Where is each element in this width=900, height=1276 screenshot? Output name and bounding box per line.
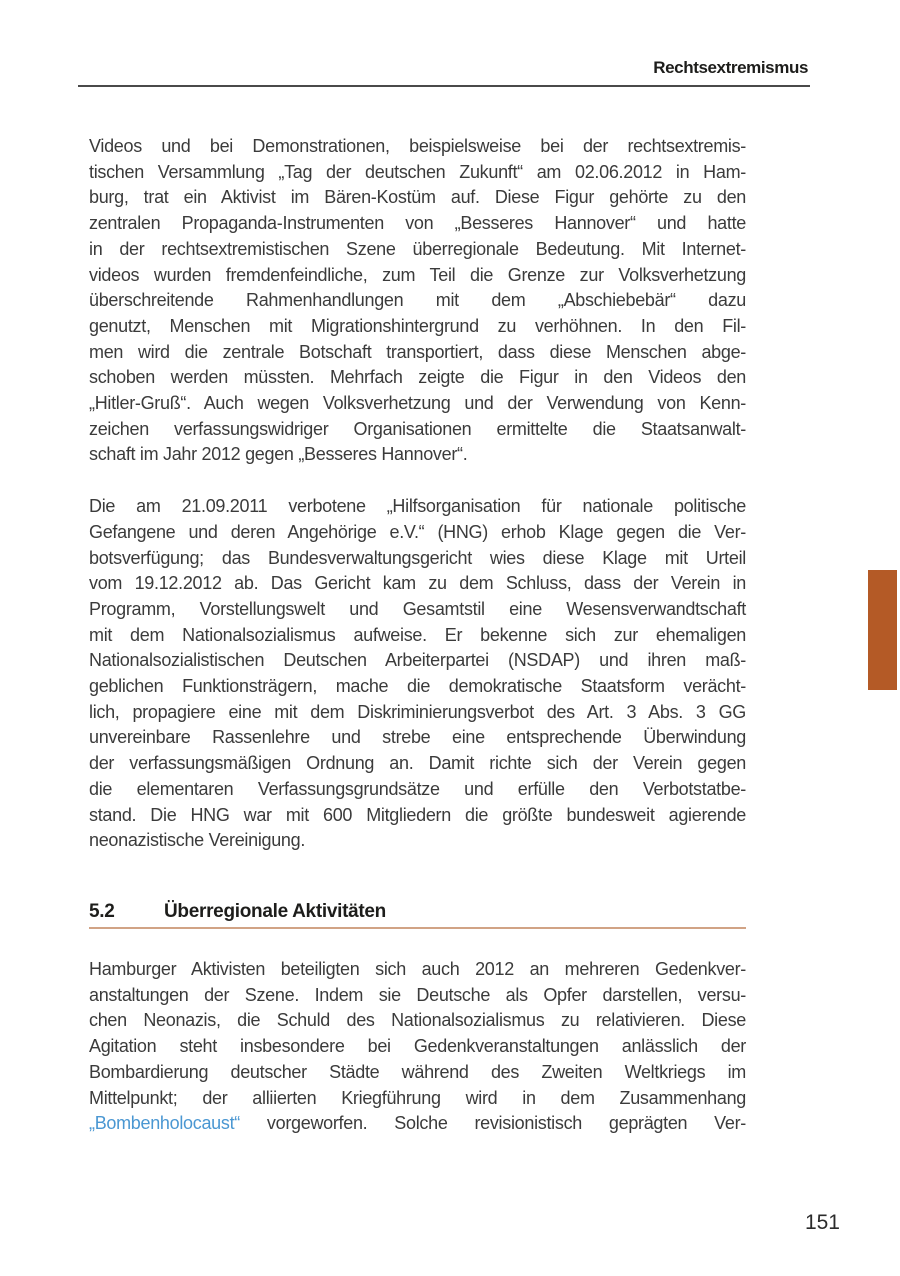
text-line: schaft im Jahr 2012 gegen „Besseres Hannover“. xyxy=(89,444,468,465)
text-column xyxy=(89,134,746,1137)
text-line: die elementaren Verfassungsgrundsätze und erfülle den Verbotstatbe- xyxy=(89,778,746,799)
text-line: zeichen verfassungswidriger Organisationen ermittelte die Staatsanwalt- xyxy=(89,418,746,439)
text-line: videos wurden fremdenfeindliche, zum Teil die Grenze zur Volksverhetzung xyxy=(89,264,746,285)
text-line: chen Neonazis, die Schuld des Nationalsozialismus zu relativieren. Diese xyxy=(89,1010,746,1031)
text-line: in der rechtsextremistischen Szene überregionale Bedeutung. Mit Internet- xyxy=(89,238,746,259)
text-line: der verfassungsmäßigen Ordnung an. Damit richte sich der Verein gegen xyxy=(89,753,746,774)
section-heading xyxy=(89,899,746,925)
paragraph-lines xyxy=(89,957,746,1111)
text-line: überschreitende Rahmenhandlungen mit dem „Abschiebebär“ dazu xyxy=(89,290,746,311)
text-line: mit dem Nationalsozialismus aufweise. Er bekenne sich zur ehemaligen xyxy=(89,624,746,645)
text-line: stand. Die HNG war mit 600 Mitgliedern die größte bundesweit agierende xyxy=(89,804,746,825)
bombenholocaust-link[interactable]: „Bombenholocaust“ xyxy=(89,1113,240,1134)
running-header-title: Rechtsextremismus xyxy=(653,58,808,77)
text-line: lich, propagiere eine mit dem Diskriminierungsverbot des Art. 3 Abs. 3 GG xyxy=(89,701,746,722)
text-line: Gefangene und deren Angehörige e.V.“ (HNG) erhob Klage gegen die Ver- xyxy=(89,521,746,542)
text-line: genutzt, Menschen mit Migrationshintergrund zu verhöhnen. In den Fil- xyxy=(89,315,746,336)
text-line-rest: vorgeworfen. Solche revisionistisch geprägten Ver- xyxy=(240,1113,746,1134)
text-line: Videos und bei Demonstrationen, beispielsweise bei der rechtsextremis- xyxy=(89,136,746,156)
section-title: Überregionale Aktivitäten xyxy=(164,900,386,922)
text-line: neonazistische Vereinigung. xyxy=(89,830,306,851)
section-number: 5.2 xyxy=(89,900,115,922)
text-line: zentralen Propaganda-Instrumenten von „Besseres Hannover“ und hatte xyxy=(89,213,746,234)
page-number: 151 xyxy=(804,1211,840,1234)
paragraph-besseres-hannover xyxy=(89,134,746,468)
text-line: Programm, Vorstellungswelt und Gesamtstil eine Wesensverwandtschaft xyxy=(89,598,746,619)
header-rule xyxy=(78,85,810,87)
text-line: Mittelpunkt; der alliierten Kriegführung wird in dem Zusammenhang xyxy=(89,1087,746,1108)
text-line: burg, trat ein Aktivist im Bären-Kostüm auf. Diese Figur gehörte zu den xyxy=(89,187,746,208)
section-heading-rule xyxy=(89,927,746,929)
text-line: Hamburger Aktivisten beteiligten sich auch 2012 an mehreren Gedenkver- xyxy=(89,958,746,979)
chapter-thumb-tab xyxy=(868,570,897,690)
text-line xyxy=(89,1111,746,1137)
text-line: „Hitler-Gruß“. Auch wegen Volksverhetzung und der Verwendung von Kenn- xyxy=(89,393,746,414)
text-line: Die am 21.09.2011 verbotene „Hilfsorganisation für nationale politische xyxy=(89,496,746,517)
text-line: geblichen Funktionsträgern, mache die demokratische Staatsform verächt- xyxy=(89,676,746,697)
text-line: Agitation steht insbesondere bei Gedenkveranstaltungen anlässlich der xyxy=(89,1036,746,1057)
paragraph-hng-verbot xyxy=(89,494,746,854)
text-line: anstaltungen der Szene. Indem sie Deutsche als Opfer darstellen, versu- xyxy=(89,984,746,1005)
text-line: vom 19.12.2012 ab. Das Gericht kam zu dem Schluss, dass der Verein in xyxy=(89,573,746,594)
text-line: Bombardierung deutscher Städte während des Zweiten Weltkriegs im xyxy=(89,1061,746,1082)
text-line: schoben werden müssten. Mehrfach zeigte die Figur in den Videos den xyxy=(89,367,746,388)
text-line: Nationalsozialistischen Deutschen Arbeiterpartei (NSDAP) und ihren maß- xyxy=(89,650,746,671)
text-line: unvereinbare Rassenlehre und strebe eine entsprechende Überwindung xyxy=(89,727,746,748)
text-line: men wird die zentrale Botschaft transportiert, dass diese Menschen abge- xyxy=(89,341,746,362)
paragraph-gedenkveranstaltungen xyxy=(89,957,746,1137)
text-line: botsverfügung; das Bundesverwaltungsgericht wies diese Klage mit Urteil xyxy=(89,547,746,568)
text-line: tischen Versammlung „Tag der deutschen Zukunft“ am 02.06.2012 in Ham- xyxy=(89,161,746,182)
